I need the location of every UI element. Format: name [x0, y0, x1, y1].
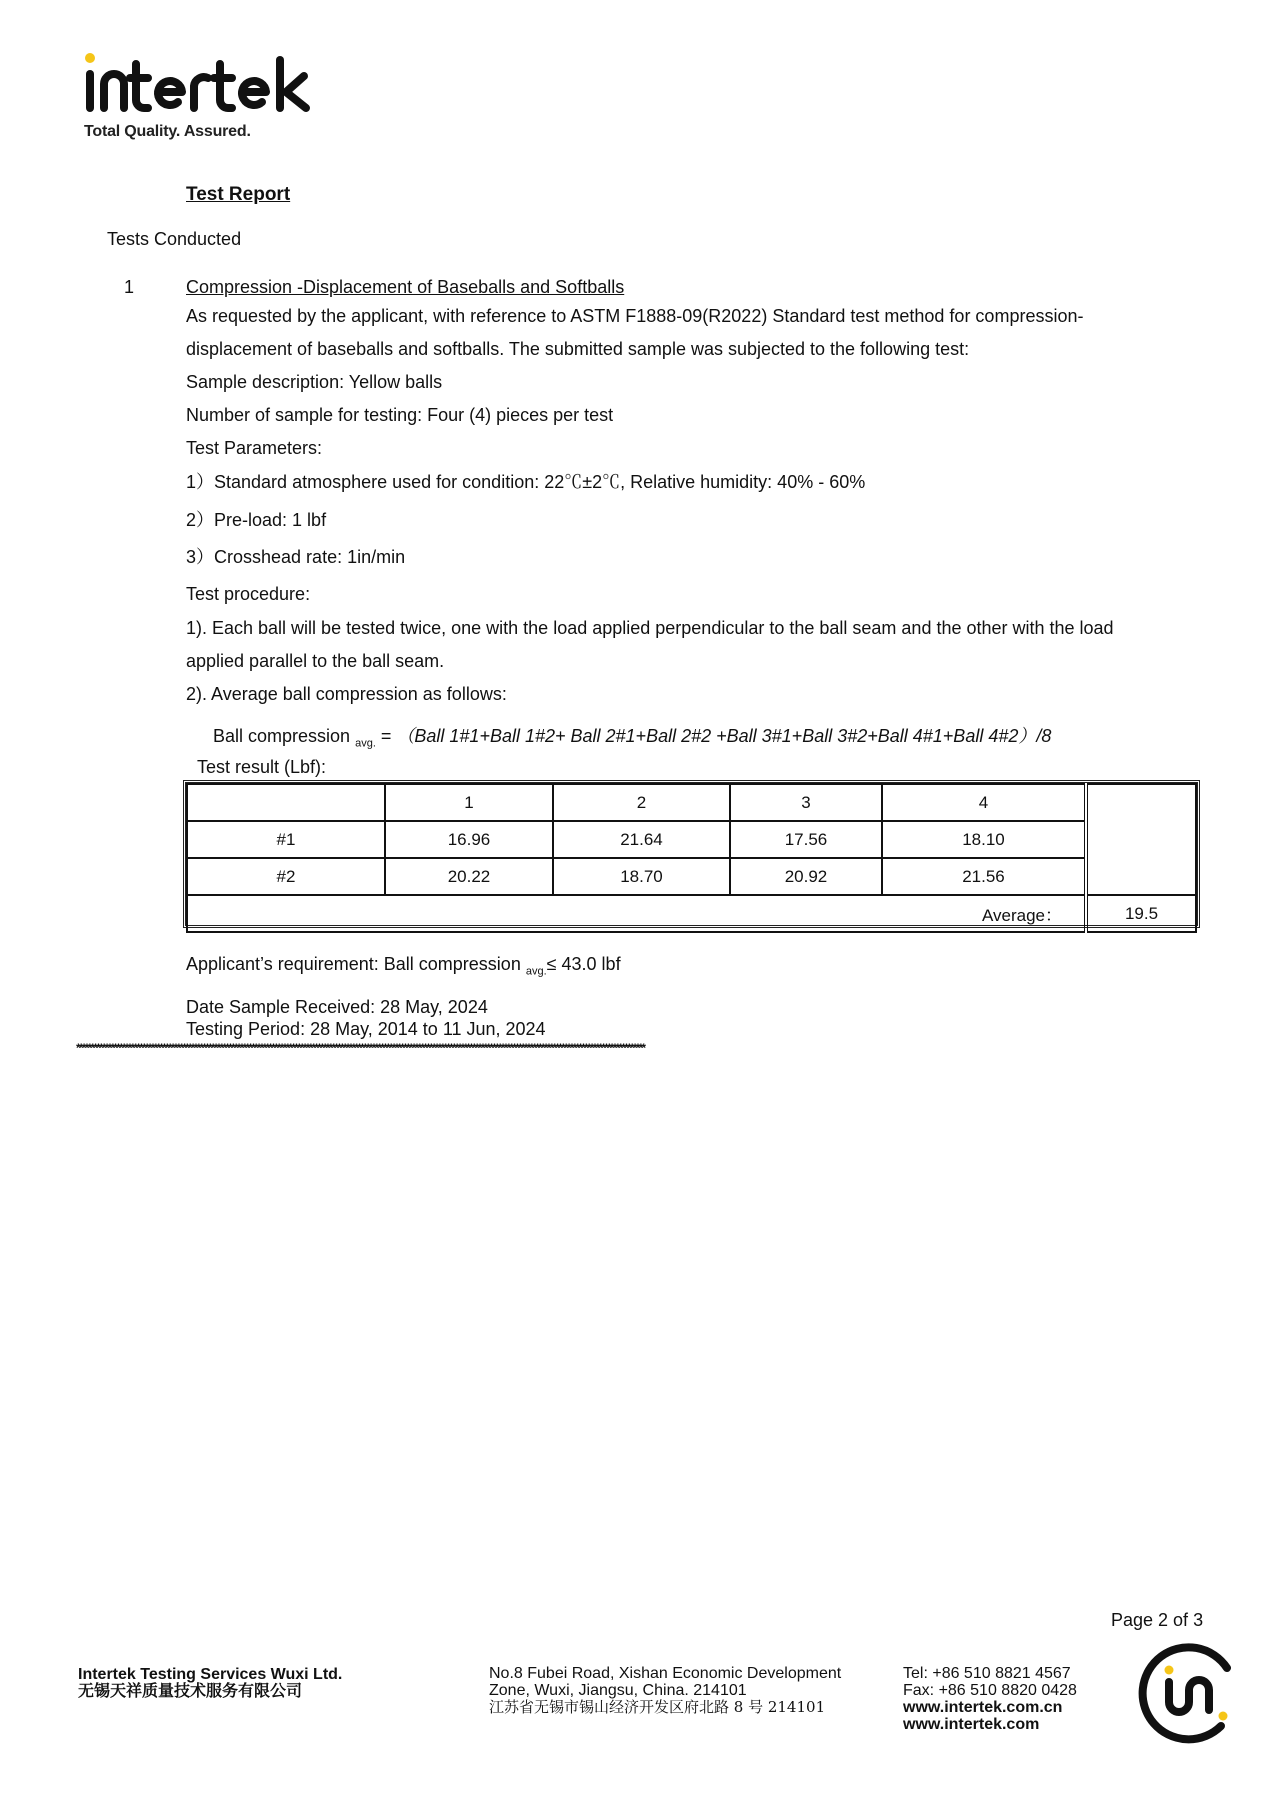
average-row	[187, 895, 1196, 932]
test-section-title: Compression -Displacement of Baseballs and Softballs	[186, 277, 625, 297]
page-number: Page 2 of 3	[1111, 1610, 1204, 1630]
value-cell: 21.56	[882, 858, 1086, 895]
separator-line: ******************************************************************************************************************************************************************************************************	[76, 1042, 645, 1054]
date-sample-received: Date Sample Received: 28 May, 2024	[186, 997, 488, 1017]
procedure-step-1-cont: applied parallel to the ball seam.	[186, 651, 445, 671]
table-row	[187, 821, 1196, 858]
test-item-number: 1	[124, 277, 135, 297]
parameter-item: 3）Crosshead rate: 1in/min	[186, 547, 406, 567]
parameter-item: 1）Standard atmosphere used for condition: 22℃±2℃, Relative humidity: 40% - 60%	[186, 472, 866, 492]
average-formula	[213, 722, 1051, 750]
value-cell: 21.64	[553, 821, 730, 858]
results-table	[183, 780, 1200, 928]
average-value: 19.5	[1086, 895, 1196, 932]
table-header-row	[187, 784, 1196, 821]
intertek-logo	[82, 50, 332, 116]
address-line-2: Zone, Wuxi, Jiangsu, China. 214101	[489, 1682, 747, 1699]
value-cell: 18.70	[553, 858, 730, 895]
requirement-prefix: Applicant’s requirement: Ball compression	[186, 954, 526, 974]
tests-conducted-heading: Tests Conducted	[107, 229, 242, 249]
value-cell: 17.56	[730, 821, 882, 858]
report-title: Test Report	[186, 184, 291, 205]
intertek-wordmark	[82, 50, 332, 116]
sample-description: Sample description: Yellow balls	[186, 372, 443, 392]
header-cell: 3	[730, 784, 882, 821]
header-cell: 2	[553, 784, 730, 821]
test-result-label: Test result (Lbf):	[197, 757, 327, 777]
intro-line-2: displacement of baseballs and softballs. The submitted sample was subjected to the following test:	[186, 339, 970, 359]
procedure-step-1: 1). Each ball will be tested twice, one with the load applied perpendicular to the ball seam and the other with the load	[186, 618, 1114, 638]
procedure-step-2: 2). Average ball compression as follows:	[186, 684, 507, 704]
intro-line-1: As requested by the applicant, with reference to ASTM F1888-09(R2022) Standard test method for compression-	[186, 306, 1084, 326]
value-cell: 18.10	[882, 821, 1086, 858]
row-label: #1	[187, 821, 385, 858]
formula-equals: =	[375, 726, 397, 746]
address-cn: 江苏省无锡市锡山经济开发区府北路 8 号 214101	[489, 1698, 826, 1716]
table-row	[187, 858, 1196, 895]
average-label: Average：	[187, 895, 1086, 932]
tel: Tel: +86 510 8821 4567	[903, 1665, 1071, 1682]
fax: Fax: +86 510 8820 0428	[903, 1682, 1077, 1699]
header-cell: 4	[882, 784, 1086, 821]
company-address	[489, 1665, 841, 1716]
testing-period: Testing Period: 28 May, 2014 to 11 Jun, 2024	[186, 1019, 546, 1039]
sample-count: Number of sample for testing: Four (4) pieces per test	[186, 405, 614, 425]
company-name-cn: 无锡天祥质量技术服务有限公司	[78, 1683, 303, 1700]
parameter-item: 2）Pre-load: 1 lbf	[186, 510, 327, 530]
header-cell	[187, 784, 385, 821]
contact-info	[903, 1665, 1077, 1733]
formula-subscript: avg.	[355, 737, 376, 750]
formula-expression: （Ball 1#1+Ball 1#2+ Ball 2#1+Ball 2#2 +Ball 3#1+Ball 3#2+Ball 4#1+Ball 4#2）/8	[396, 726, 1052, 746]
requirement-subscript: avg.	[525, 965, 547, 978]
value-cell: 20.22	[385, 858, 553, 895]
header-cell: 1	[385, 784, 553, 821]
value-cell: 20.92	[730, 858, 882, 895]
blank-cell	[1086, 784, 1196, 895]
formula-lhs: Ball compression	[213, 726, 351, 746]
row-label: #2	[187, 858, 385, 895]
parameters-heading: Test Parameters:	[186, 438, 323, 458]
procedure-heading: Test procedure:	[186, 584, 311, 604]
logo-accent-dot	[85, 53, 95, 63]
address-line-1: No.8 Fubei Road, Xishan Economic Development	[489, 1665, 842, 1682]
applicant-requirement	[186, 954, 621, 978]
intertek-in-seal-icon	[1131, 1638, 1241, 1753]
logo-tagline: Total Quality. Assured.	[84, 123, 251, 140]
requirement-suffix: ≤ 43.0 lbf	[546, 954, 621, 974]
website-link[interactable]: www.intertek.com	[903, 1716, 1040, 1733]
company-name-en: Intertek Testing Services Wuxi Ltd.	[78, 1666, 343, 1683]
value-cell: 16.96	[385, 821, 553, 858]
website-cn-link[interactable]: www.intertek.com.cn	[903, 1699, 1063, 1716]
